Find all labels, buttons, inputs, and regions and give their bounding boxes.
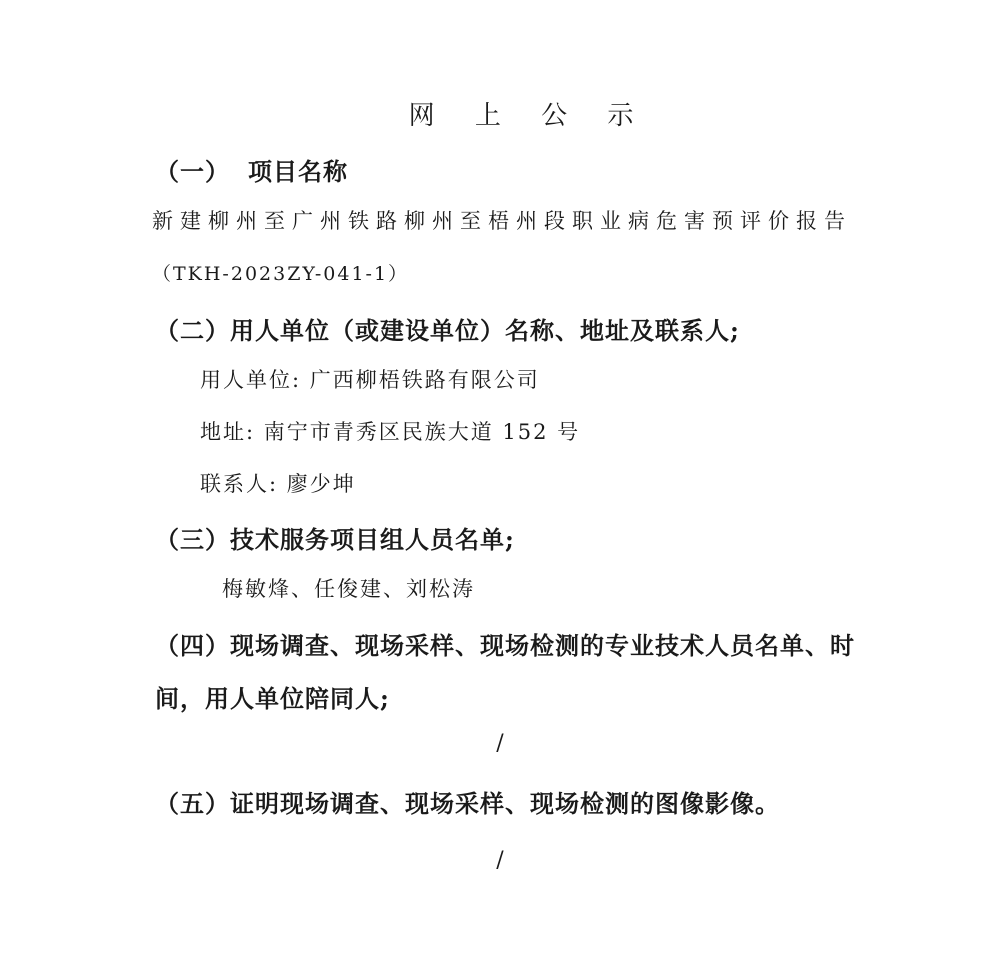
employer-contact: 联系人: 廖少坤 (200, 472, 356, 496)
section2-heading: （二）用人单位（或建设单位）名称、地址及联系人; (155, 316, 740, 345)
section3-heading: （三）技术服务项目组人员名单; (155, 525, 515, 554)
section1-heading (155, 152, 348, 187)
team-members: 梅敏烽、任俊建、刘松涛 (222, 577, 475, 601)
employer-name: 用人单位: 广西柳梧铁路有限公司 (200, 368, 540, 392)
section1-heading-text: 项目名称 (248, 157, 348, 186)
page-title: 网 上 公 示 (408, 101, 650, 131)
section4-heading-line1: （四）现场调查、现场采样、现场检测的专业技术人员名单、时 (155, 631, 855, 660)
section4-content: / (496, 731, 504, 756)
project-name: 新建柳州至广州铁路柳州至梧州段职业病危害预评价报告 (152, 209, 852, 233)
employer-address: 地址: 南宁市青秀区民族大道 152 号 (200, 420, 581, 444)
project-code: （TKH-2023ZY-041-1） (152, 263, 410, 285)
section4-heading-line2: 间，用人单位陪同人; (155, 684, 390, 713)
section1-heading-number: （一） (155, 157, 230, 186)
section5-content: / (496, 848, 504, 873)
section5-heading: （五）证明现场调查、现场采样、现场检测的图像影像。 (155, 789, 780, 818)
